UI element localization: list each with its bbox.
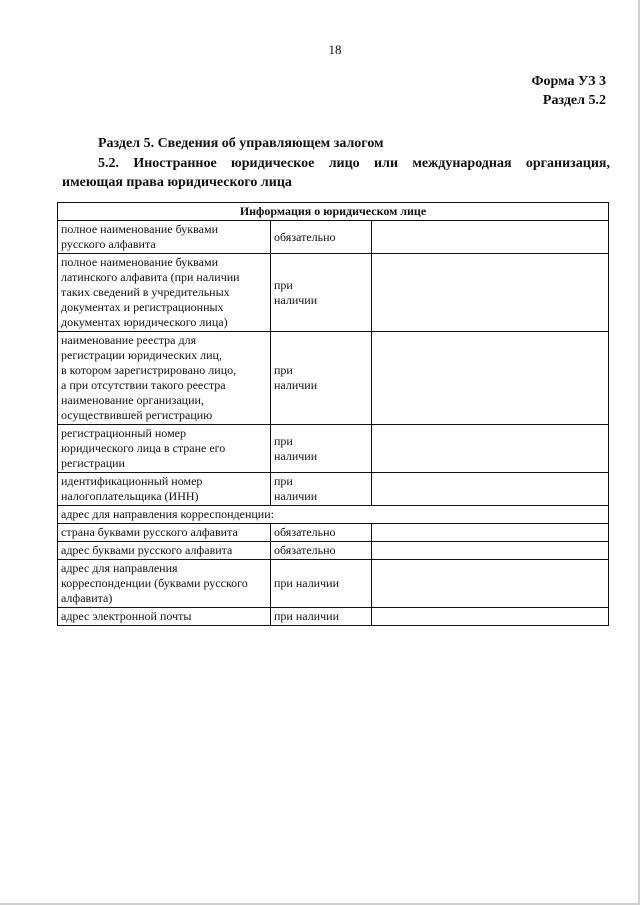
requirement-label: [271, 542, 372, 560]
field-label-line: корреспонденции (буквами русского: [61, 576, 248, 590]
field-label-line: а при отсутствии такого реестра: [61, 378, 226, 392]
field-label-line: полное наименование буквами: [61, 222, 218, 236]
field-label-line: юридического лица в стране его: [61, 441, 226, 455]
table-row: [58, 524, 609, 542]
table-row: [58, 542, 609, 560]
requirement-label: [271, 473, 372, 506]
field-label: [58, 560, 271, 608]
field-label-line: идентификационный номер: [61, 474, 203, 488]
field-label-line: русского алфавита: [61, 237, 156, 251]
field-label: [58, 254, 271, 332]
requirement-label-line: обязательно: [274, 543, 336, 557]
field-label-line: регистрации юридических лиц,: [61, 348, 222, 362]
requirement-label-line: обязательно: [274, 525, 336, 539]
value-cell[interactable]: [372, 560, 609, 608]
field-label: [58, 473, 271, 506]
table-row: [58, 221, 609, 254]
table-row: [58, 332, 609, 425]
field-label: [58, 608, 271, 626]
value-cell[interactable]: [372, 608, 609, 626]
field-label-line: документах и регистрационных: [61, 300, 224, 314]
value-cell[interactable]: [372, 332, 609, 425]
table-row: [58, 473, 609, 506]
requirement-label-line: при: [274, 363, 293, 377]
value-cell[interactable]: [372, 425, 609, 473]
field-label-line: налогоплательщика (ИНН): [61, 489, 199, 503]
value-cell[interactable]: [372, 524, 609, 542]
field-label-line: осуществившей регистрацию: [61, 408, 213, 422]
requirement-label-line: наличии: [274, 489, 318, 503]
field-label-line: таких сведений в учредительных: [61, 285, 230, 299]
page-number: 18: [328, 42, 342, 57]
value-cell[interactable]: [372, 542, 609, 560]
field-label-line: регистрации: [61, 456, 125, 470]
subsection-title-line1: 5.2. Иностранное юридическое лицо или международная организация,: [98, 156, 610, 171]
value-cell[interactable]: [372, 254, 609, 332]
field-label-line: наименование организации,: [61, 393, 204, 407]
field-label-line: адрес буквами русского алфавита: [61, 543, 233, 557]
field-label-line: латинского алфавита (при наличии: [61, 270, 240, 284]
requirement-label-line: обязательно: [274, 229, 336, 244]
requirement-label: [271, 524, 372, 542]
field-label-line: алфавита): [61, 591, 113, 605]
table-row: [58, 254, 609, 332]
form-section: Раздел 5.2: [542, 93, 606, 108]
field-label-line: полное наименование буквами: [61, 255, 218, 269]
requirement-label-line: при наличии: [274, 576, 339, 590]
field-label-line: наименование реестра для: [61, 333, 197, 347]
requirement-label: [271, 221, 372, 254]
requirement-label: [271, 425, 372, 473]
field-label: [58, 524, 271, 542]
requirement-label-line: при: [274, 433, 293, 448]
requirement-label: [271, 254, 372, 332]
requirement-label-line: наличии: [274, 378, 318, 392]
table-header: Информация о юридическом лице: [58, 203, 609, 221]
field-label-line: документах юридического лица): [61, 315, 228, 329]
requirement-label-line: при: [274, 474, 293, 488]
legal-entity-info-table: [57, 202, 609, 626]
address-header: адрес для направления корреспонденции:: [58, 506, 609, 524]
section-title: Раздел 5. Сведения об управляющем залогом: [98, 136, 384, 151]
field-label-line: в котором зарегистрировано лицо,: [61, 363, 237, 377]
requirement-label-line: наличии: [274, 448, 318, 463]
field-label: [58, 221, 271, 254]
form-code-block: [531, 72, 606, 110]
field-label-line: регистрационный номер: [61, 426, 186, 440]
field-label: [58, 542, 271, 560]
table-row: [58, 608, 609, 626]
table-row: [58, 560, 609, 608]
requirement-label: [271, 332, 372, 425]
field-label: [58, 425, 271, 473]
requirement-label: [271, 560, 372, 608]
subsection-title-line2: имеющая права юридического лица: [62, 175, 292, 190]
field-label-line: адрес для направления: [61, 561, 178, 575]
requirement-label: [271, 608, 372, 626]
value-cell[interactable]: [372, 473, 609, 506]
field-label-line: адрес электронной почты: [61, 609, 192, 623]
requirement-label-line: наличии: [274, 292, 318, 307]
value-cell[interactable]: [372, 221, 609, 254]
requirement-label-line: при наличии: [274, 609, 339, 623]
form-code: Форма УЗ 3: [531, 74, 606, 89]
subsection-title: [62, 154, 610, 192]
field-label: [58, 332, 271, 425]
table-row: [58, 425, 609, 473]
field-label-line: страна буквами русского алфавита: [61, 525, 238, 539]
table-header-row: [58, 203, 609, 221]
address-header-row: [58, 506, 609, 524]
requirement-label-line: при: [274, 277, 293, 292]
